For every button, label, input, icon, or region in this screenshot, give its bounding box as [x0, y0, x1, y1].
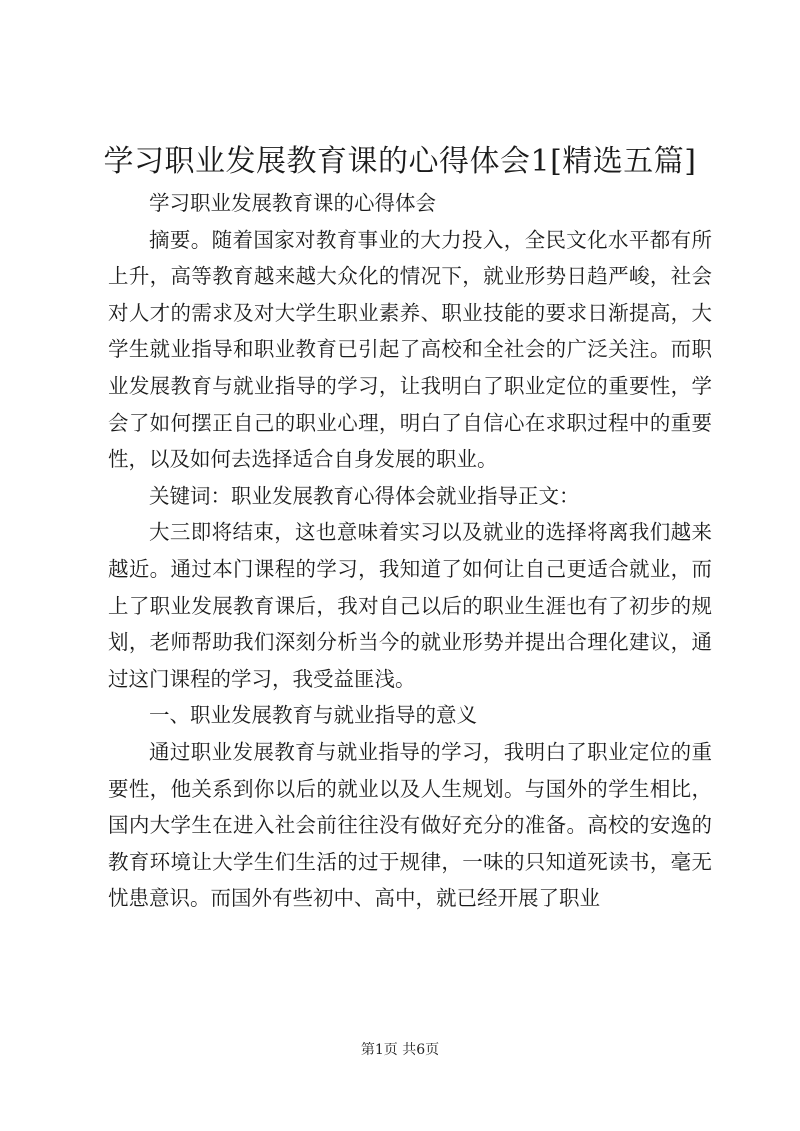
document-body	[108, 185, 712, 917]
paragraph-subtitle: 学习职业发展教育课的心得体会	[149, 191, 436, 215]
document-title: 学习职业发展教育课的心得体会1[精选五篇]	[103, 144, 697, 179]
page-footer: 第1页 共6页	[360, 1042, 440, 1058]
paragraph-abstract: 摘要。随着国家对教育事业的大力投入，全民文化水平都有所上升，高等教育越来越大众化的情况下，就业形势日趋严峻，社会对人才的需求及对大学生职业素养、职业技能的要求日渐提高，大学生就业指导和职业教育已引起了高校和全社会的广泛关注。而职业发展教育与就业指导的学习，让我明白了职业定位的重要性，学会了如何摆正自己的职业心理，明白了自信心在求职过程中的重要性，以及如何去选择适合自身发展的职业。	[108, 227, 712, 472]
paragraph-section-body: 通过职业发展教育与就业指导的学习，我明白了职业定位的重要性，他关系到你以后的就业以及人生规划。与国外的学生相比，国内大学生在进入社会前往往没有做好充分的准备。高校的安逸的教育环境让大学生们生活的过于规律，一味的只知道死读书，毫无忧患意识。而国外有些初中、高中，就已经开展了职业	[108, 739, 712, 911]
section-heading: 一、职业发展教育与就业指导的意义	[149, 703, 477, 728]
paragraph-intro: 大三即将结束，这也意味着实习以及就业的选择将离我们越来越近。通过本门课程的学习，我知道了如何让自己更适合就业，而上了职业发展教育课后，我对自己以后的职业生涯也有了初步的规划，老师帮助我们深刻分析当今的就业形势并提出合理化建议，通过这门课程的学习，我受益匪浅。	[108, 520, 712, 691]
paragraph-keywords: 关键词：职业发展教育心得体会就业指导正文：	[149, 483, 580, 508]
